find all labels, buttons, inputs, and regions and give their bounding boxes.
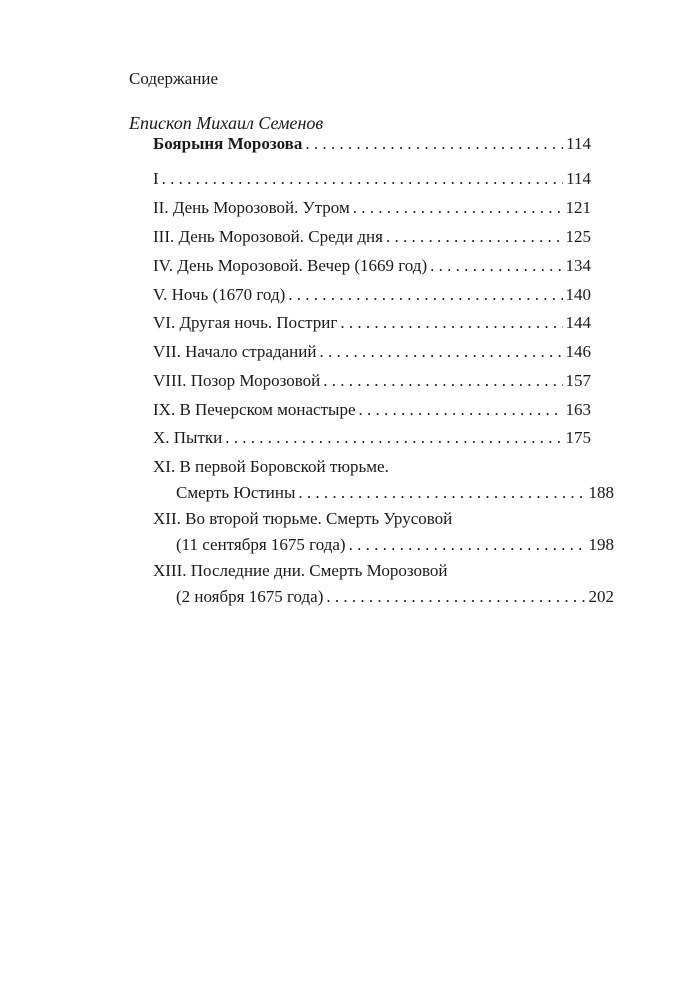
dot-leader <box>319 339 562 365</box>
toc-entry-chapter <box>153 558 614 610</box>
toc-entry-chapter <box>153 397 591 423</box>
toc-entry-page: 146 <box>565 342 591 361</box>
toc-entry-title-continuation: (2 ноября 1675 года) <box>176 587 324 606</box>
toc-entry-title: XIII. Последние дни. Смерть Морозовой <box>153 561 448 580</box>
toc-entry-page: 163 <box>565 400 591 419</box>
toc-entry-title: I <box>153 169 159 188</box>
toc-entry-work <box>153 131 591 157</box>
toc-entry-chapter <box>153 166 591 192</box>
toc-entry-title: IX. В Печерском монастыре <box>153 400 356 419</box>
toc-entry-page: 114 <box>566 169 591 188</box>
dot-leader <box>326 584 585 610</box>
toc-entry-title: V. Ночь (1670 год) <box>153 285 286 304</box>
toc-entry-page: 188 <box>588 483 614 502</box>
toc-entry-page: 114 <box>566 134 591 153</box>
toc-entry-chapter <box>153 506 614 558</box>
toc-entry-title-continuation: Смерть Юстины <box>176 483 296 502</box>
toc-entry-chapter <box>153 282 591 308</box>
dot-leader <box>353 195 563 221</box>
dot-leader <box>349 532 586 558</box>
dot-leader <box>359 397 563 423</box>
toc-entry-title: VI. Другая ночь. Постриг <box>153 313 338 332</box>
toc-entry-page: 144 <box>565 313 591 332</box>
toc-entry-title: IV. День Морозовой. Вечер (1669 год) <box>153 256 428 275</box>
toc-entry-title: Боярыня Морозова <box>153 134 303 153</box>
dot-leader <box>305 131 563 157</box>
toc-entry-title: X. Пытки <box>153 428 223 447</box>
dot-leader <box>162 166 563 192</box>
toc-entry-title: VII. Начало страданий <box>153 342 317 361</box>
dot-leader <box>323 368 562 394</box>
dot-leader <box>340 310 562 336</box>
toc-entry-title: VIII. Позор Морозовой <box>153 371 321 390</box>
toc-entry-chapter <box>153 368 591 394</box>
toc-entry-title: XI. В первой Боровской тюрьме. <box>153 457 389 476</box>
toc-entry-page: 175 <box>565 428 591 447</box>
toc-entry-page: 134 <box>565 256 591 275</box>
toc-entry-page: 121 <box>565 198 591 217</box>
toc-entry-chapter <box>153 454 614 506</box>
toc-entry-page: 157 <box>565 371 591 390</box>
dot-leader <box>386 224 563 250</box>
dot-leader <box>430 253 562 279</box>
toc-entry-title-continuation: (11 сентября 1675 года) <box>176 535 346 554</box>
toc-entry-chapter <box>153 224 591 250</box>
dot-leader <box>288 282 562 308</box>
toc-entry-page: 198 <box>588 535 614 554</box>
toc-entry-chapter <box>153 310 591 336</box>
toc-entry-chapter <box>153 253 591 279</box>
toc-entry-page: 125 <box>565 227 591 246</box>
toc-entry-page: 140 <box>565 285 591 304</box>
toc-entry-chapter <box>153 425 591 451</box>
toc-entry-page: 202 <box>588 587 614 606</box>
dot-leader <box>225 425 562 451</box>
toc-entry-chapter <box>153 339 591 365</box>
toc-entry-title: III. День Морозовой. Среди дня <box>153 227 383 246</box>
toc-header: Содержание <box>129 69 219 88</box>
author-name: Епископ Михаил Семенов <box>129 113 324 133</box>
toc-entry-title: II. День Морозовой. Утром <box>153 198 350 217</box>
dot-leader <box>298 480 585 506</box>
toc-entry-title: XII. Во второй тюрьме. Смерть Урусовой <box>153 509 453 528</box>
toc-entry-chapter <box>153 195 591 221</box>
